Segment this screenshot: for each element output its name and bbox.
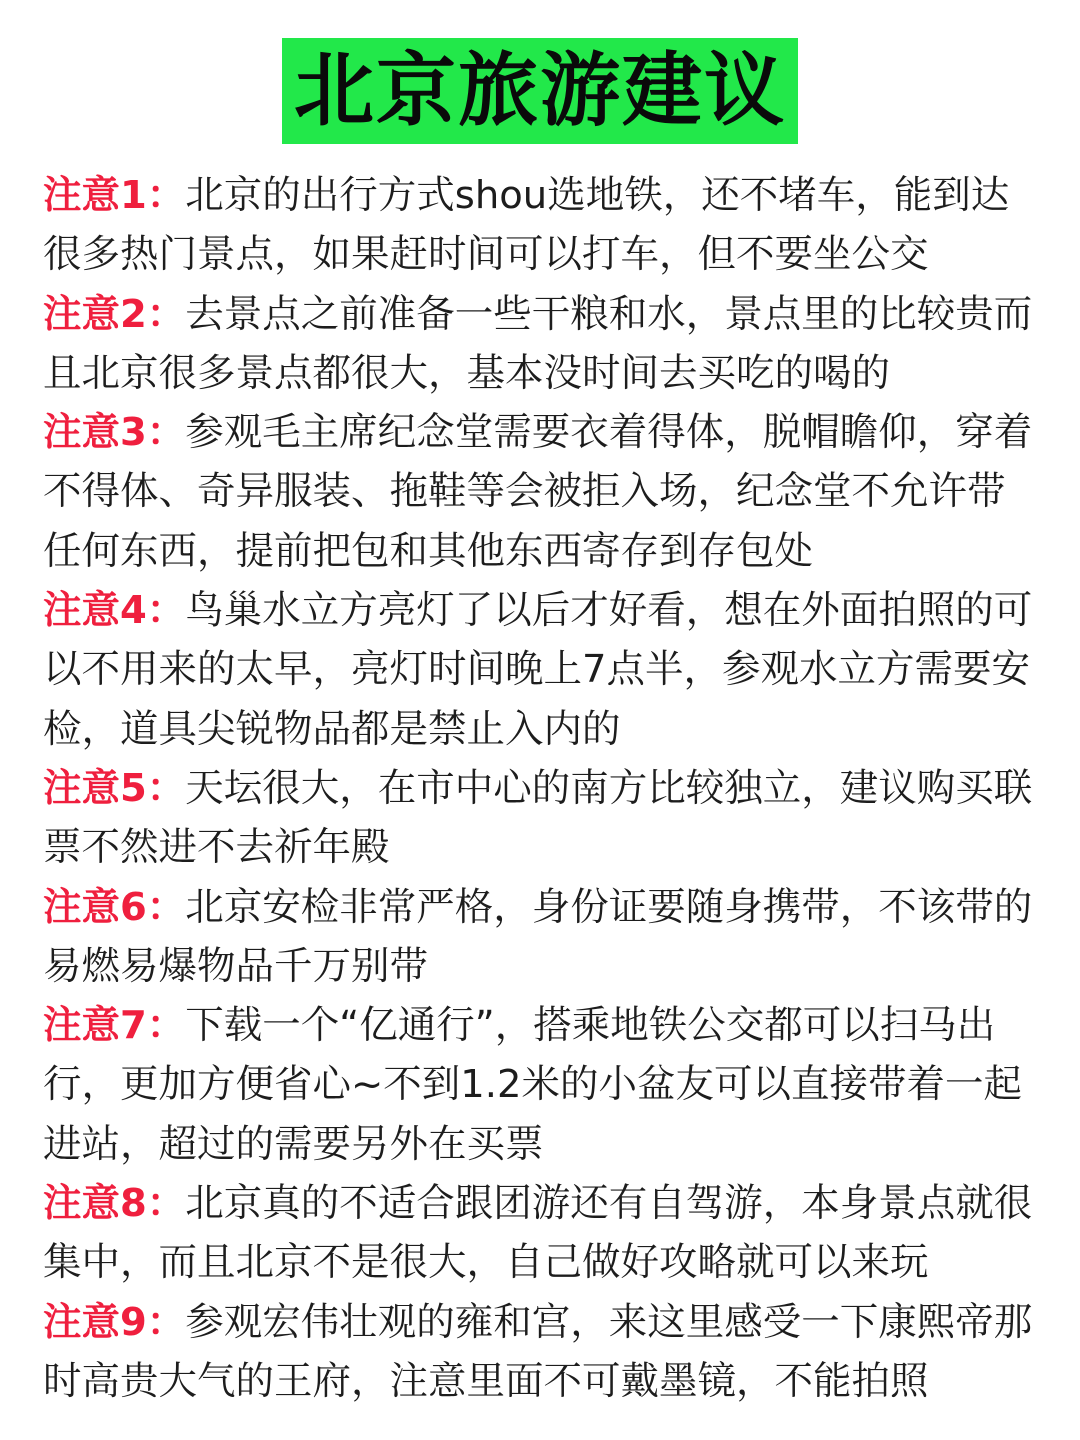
- note-label: 注意1：: [43, 173, 186, 218]
- note-item: [43, 285, 1043, 404]
- notes-list: [43, 166, 1043, 1411]
- note-label: 注意7：: [43, 1003, 186, 1049]
- note-text: 下载一个“亿通行”，搭乘地铁公交都可以扫马出行，更加方便省心~不到1.2米的小盆友可以直接带着一起进站，超过的需要另外在买票: [43, 1003, 1022, 1167]
- note-label: 注意3：: [43, 410, 186, 456]
- note-item: [43, 581, 1043, 759]
- note-item: [43, 1174, 1043, 1293]
- note-item: [43, 878, 1043, 997]
- page-title: 北京旅游建议: [282, 38, 798, 144]
- note-item: [43, 403, 1043, 581]
- note-text: 北京安检非常严格，身份证要随身携带，不该带的易燃易爆物品千万别带: [43, 884, 1033, 989]
- note-item: [43, 759, 1043, 878]
- note-text: 天坛很大，在市中心的南方比较独立，建议购买联票不然进不去祈年殿: [43, 765, 1033, 871]
- note-text: 北京的出行方式shou选地铁，还不堵车，能到达很多热门景点，如果赶时间可以打车，但不要坐公交: [43, 173, 1010, 278]
- note-text: 去景点之前准备一些干粮和水，景点里的比较贵而且北京很多景点都很大，基本没时间去买吃的喝的: [43, 291, 1033, 396]
- note-label: 注意9：: [43, 1299, 186, 1345]
- note-text: 北京真的不适合跟团游还有自驾游，本身景点就很集中，而且北京不是很大，自己做好攻略就可以来玩: [43, 1181, 1033, 1286]
- note-item: [43, 1293, 1043, 1412]
- title-wrap: [0, 38, 1080, 144]
- note-label: 注意5：: [43, 765, 186, 811]
- note-label: 注意6：: [43, 884, 186, 930]
- note-item: [43, 996, 1043, 1174]
- note-text: 参观毛主席纪念堂需要衣着得体，脱帽瞻仰，穿着不得体、奇异服装、拖鞋等会被拒入场，纪念堂不允许带任何东西，提前把包和其他东西寄存到存包处: [43, 410, 1033, 574]
- note-label: 注意8：: [43, 1181, 186, 1227]
- note-text: 参观宏伟壮观的雍和宫，来这里感受一下康熙帝那时高贵大气的王府，注意里面不可戴墨镜，不能拍照: [43, 1299, 1033, 1404]
- note-item: [43, 166, 1043, 285]
- note-text: 鸟巢水立方亮灯了以后才好看，想在外面拍照的可以不用来的太早，亮灯时间晚上7点半，参观水立方需要安检，道具尖锐物品都是禁止入内的: [43, 588, 1033, 752]
- note-label: 注意4：: [43, 588, 186, 634]
- note-label: 注意2：: [43, 291, 186, 337]
